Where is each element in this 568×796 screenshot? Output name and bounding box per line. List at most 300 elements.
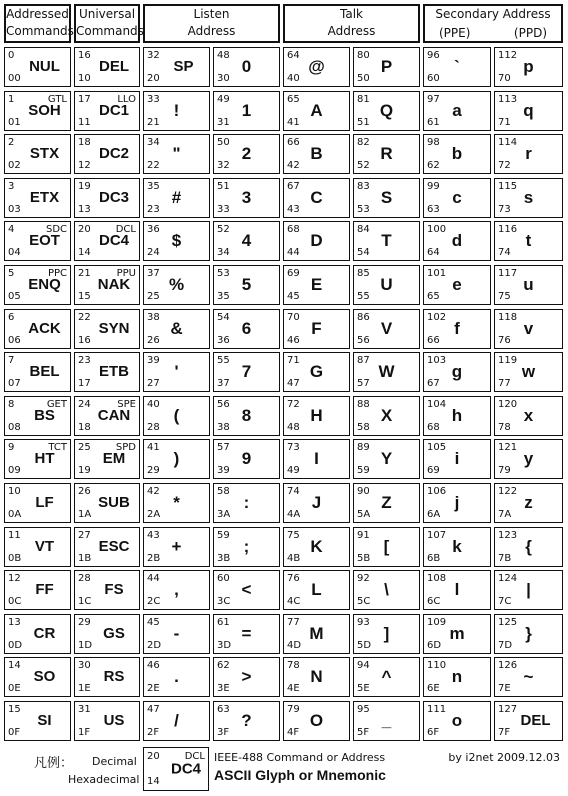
ascii-glyph: A xyxy=(310,100,323,120)
hex-code: 18 xyxy=(78,421,91,433)
ieee488-command: SPE xyxy=(117,398,136,410)
decimal-code: 103 xyxy=(427,355,447,367)
hex-code: 34 xyxy=(217,247,230,259)
decimal-code: 36 xyxy=(147,224,160,236)
header-line-1: Universal xyxy=(78,7,136,21)
decimal-code: 88 xyxy=(357,398,370,410)
code-cell xyxy=(4,614,71,654)
decimal-code: 66 xyxy=(287,137,300,149)
decimal-code: 76 xyxy=(287,573,300,585)
legend-sample-decimal: 20 xyxy=(147,751,160,762)
hex-code: 6C xyxy=(427,596,441,608)
ascii-glyph: H xyxy=(310,405,323,425)
decimal-code: 0 xyxy=(8,50,15,61)
code-cell xyxy=(4,91,71,131)
legend-sample-hex: 14 xyxy=(147,776,160,787)
code-cell xyxy=(494,657,563,697)
decimal-code: 41 xyxy=(147,442,160,454)
hex-code: 60 xyxy=(427,73,440,84)
code-cell xyxy=(213,701,280,741)
header-line-1: Talk xyxy=(340,7,363,21)
ascii-glyph: SO xyxy=(33,668,56,686)
hex-code: 5B xyxy=(357,552,371,564)
ascii-glyph: N xyxy=(310,667,323,687)
ascii-glyph: ] xyxy=(383,623,390,643)
code-cell xyxy=(213,352,280,392)
ascii-glyph: P xyxy=(380,57,393,76)
hex-code: 5C xyxy=(357,596,371,608)
ieee488-command: PPC xyxy=(47,268,67,279)
hex-code: 54 xyxy=(357,247,370,259)
code-cell xyxy=(494,91,563,131)
decimal-code: 31 xyxy=(78,704,91,715)
ascii-glyph: & xyxy=(170,318,183,338)
decimal-code: 73 xyxy=(287,442,300,454)
decimal-code: 75 xyxy=(287,529,300,541)
legend-sample-ieee: DCL xyxy=(184,751,205,762)
code-cell xyxy=(423,134,491,174)
code-cell xyxy=(4,483,71,523)
hex-code: 3E xyxy=(217,683,230,695)
code-cell xyxy=(74,91,140,131)
code-cell xyxy=(494,221,563,261)
header-line-1: Listen xyxy=(193,7,230,21)
ascii-glyph: NAK xyxy=(97,276,131,293)
legend-sample-glyph: DC4 xyxy=(170,760,201,778)
code-cell xyxy=(143,91,210,131)
hex-code: 69 xyxy=(427,465,440,477)
hex-code: 5E xyxy=(357,683,370,695)
ascii-glyph: O xyxy=(309,711,324,730)
ascii-glyph: | xyxy=(526,580,531,600)
decimal-code: 94 xyxy=(357,660,370,672)
decimal-code: 96 xyxy=(427,50,440,61)
hex-code: 45 xyxy=(287,291,300,302)
legend-title: 凡例： xyxy=(34,756,74,771)
hex-code: 3D xyxy=(217,639,232,651)
code-cell xyxy=(353,439,420,479)
code-cell xyxy=(74,527,140,567)
code-cell xyxy=(143,178,210,218)
hex-code: 68 xyxy=(427,421,440,433)
ascii-glyph: V xyxy=(380,318,393,338)
code-cell xyxy=(423,614,491,654)
code-cell xyxy=(283,352,350,392)
code-cell xyxy=(283,527,350,567)
header-line-2: Commands xyxy=(6,24,74,38)
hex-code: 7C xyxy=(498,596,512,608)
ascii-glyph: DC1 xyxy=(98,101,129,119)
ascii-glyph: CAN xyxy=(97,406,131,424)
code-cell xyxy=(353,614,420,654)
hex-code: 37 xyxy=(217,378,230,390)
ascii-glyph: x xyxy=(523,405,534,425)
ascii-glyph: EOT xyxy=(29,232,60,250)
legend-ascii-desc: ASCII Glyph or Mnemonic xyxy=(214,767,386,783)
decimal-code: 61 xyxy=(217,616,230,628)
code-cell xyxy=(143,570,210,610)
decimal-code: 45 xyxy=(147,616,160,628)
decimal-code: 89 xyxy=(357,442,370,454)
decimal-code: 107 xyxy=(427,529,447,541)
ascii-glyph: S xyxy=(380,187,393,207)
ascii-glyph: ? xyxy=(241,711,252,730)
decimal-code: 90 xyxy=(357,486,370,497)
ascii-glyph: < xyxy=(241,580,252,600)
code-cell xyxy=(213,527,280,567)
decimal-code: 52 xyxy=(217,224,230,236)
hex-code: 16 xyxy=(78,334,91,346)
decimal-code: 10 xyxy=(8,486,21,497)
decimal-code: 127 xyxy=(498,704,518,715)
hex-code: 3F xyxy=(217,727,230,738)
decimal-code: 97 xyxy=(427,93,440,105)
decimal-code: 72 xyxy=(287,398,300,410)
code-cell xyxy=(353,265,420,305)
ascii-glyph: j xyxy=(454,493,460,512)
decimal-code: 42 xyxy=(147,486,160,497)
code-cell xyxy=(494,309,563,349)
code-cell xyxy=(74,309,140,349)
ascii-glyph: * xyxy=(173,493,180,512)
hex-code: 7E xyxy=(498,683,511,695)
code-cell xyxy=(143,396,210,436)
decimal-code: 50 xyxy=(217,137,230,149)
code-cell xyxy=(74,178,140,218)
code-cell xyxy=(283,134,350,174)
ascii-glyph: q xyxy=(523,100,534,120)
ascii-glyph: STX xyxy=(29,145,60,163)
code-cell xyxy=(283,178,350,218)
ascii-glyph: NUL xyxy=(29,58,60,75)
decimal-code: 2 xyxy=(8,137,15,149)
code-cell xyxy=(353,570,420,610)
hex-code: 26 xyxy=(147,334,160,346)
decimal-code: 47 xyxy=(147,704,160,715)
decimal-code: 77 xyxy=(287,616,300,628)
hex-code: 2F xyxy=(147,727,160,738)
hex-code: 64 xyxy=(427,247,440,259)
ascii-glyph: K xyxy=(310,536,323,556)
code-cell xyxy=(143,265,210,305)
decimal-code: 18 xyxy=(78,137,91,149)
code-cell xyxy=(353,91,420,131)
hex-code: 20 xyxy=(147,73,160,84)
ascii-glyph: T xyxy=(381,231,392,251)
code-cell xyxy=(74,439,140,479)
decimal-code: 83 xyxy=(357,180,370,192)
decimal-code: 21 xyxy=(78,268,91,279)
ascii-glyph: DC3 xyxy=(98,188,129,206)
decimal-code: 70 xyxy=(287,311,300,323)
code-cell xyxy=(494,134,563,174)
ascii-glyph: 4 xyxy=(241,231,252,251)
hex-code: 35 xyxy=(217,291,230,302)
ascii-glyph: > xyxy=(241,667,252,687)
decimal-code: 29 xyxy=(78,616,91,628)
hex-code: 6D xyxy=(427,639,442,651)
hex-code: 0D xyxy=(8,639,23,651)
decimal-code: 26 xyxy=(78,486,91,497)
hex-code: 0A xyxy=(8,509,22,520)
hex-code: 08 xyxy=(8,421,21,433)
code-cell xyxy=(213,396,280,436)
hex-code: 62 xyxy=(427,160,440,172)
code-cell xyxy=(494,527,563,567)
decimal-code: 82 xyxy=(357,137,370,149)
code-cell xyxy=(494,47,563,87)
code-cell xyxy=(283,439,350,479)
ascii-glyph: t xyxy=(525,231,532,251)
code-cell xyxy=(494,439,563,479)
decimal-code: 65 xyxy=(287,93,300,105)
code-cell xyxy=(283,614,350,654)
hex-code: 39 xyxy=(217,465,230,477)
code-cell xyxy=(4,265,71,305)
code-cell xyxy=(4,309,71,349)
ascii-glyph: # xyxy=(171,187,182,207)
decimal-code: 91 xyxy=(357,529,370,541)
code-cell xyxy=(494,701,563,741)
code-cell xyxy=(213,570,280,610)
ascii-glyph: % xyxy=(168,275,185,294)
ascii-glyph: B xyxy=(310,144,323,164)
code-cell xyxy=(423,265,491,305)
hex-code: 13 xyxy=(78,203,91,215)
code-cell xyxy=(143,221,210,261)
code-cell xyxy=(74,701,140,741)
hex-code: 50 xyxy=(357,73,370,84)
ascii-glyph: SYN xyxy=(98,319,130,337)
decimal-code: 53 xyxy=(217,268,230,279)
ieee488-command: PPU xyxy=(116,268,136,279)
hex-code: 78 xyxy=(498,421,511,433)
decimal-code: 122 xyxy=(498,486,518,497)
ascii-glyph: M xyxy=(309,623,324,643)
ascii-glyph: U xyxy=(380,275,393,294)
code-cell xyxy=(4,178,71,218)
ascii-glyph: ( xyxy=(173,405,180,425)
hex-code: 2B xyxy=(147,552,161,564)
decimal-code: 68 xyxy=(287,224,300,236)
ascii-glyph: SP xyxy=(173,58,194,75)
decimal-code: 9 xyxy=(8,442,15,454)
ascii-glyph: FF xyxy=(35,581,54,599)
code-cell xyxy=(143,134,210,174)
code-cell xyxy=(74,396,140,436)
code-cell xyxy=(4,527,71,567)
ascii-glyph: l xyxy=(454,580,460,600)
ascii-glyph: ESC xyxy=(98,537,130,555)
code-cell xyxy=(423,483,491,523)
decimal-code: 87 xyxy=(357,355,370,367)
header-line-1: Secondary Address xyxy=(435,7,551,21)
hex-code: 32 xyxy=(217,160,230,172)
decimal-code: 20 xyxy=(78,224,91,236)
code-cell xyxy=(74,570,140,610)
hex-code: 19 xyxy=(78,465,91,477)
code-cell xyxy=(4,352,71,392)
hex-code: 4E xyxy=(287,683,300,695)
hex-code: 42 xyxy=(287,160,300,172)
decimal-code: 71 xyxy=(287,355,300,367)
ascii-glyph: o xyxy=(451,711,463,730)
decimal-code: 123 xyxy=(498,529,518,541)
code-cell xyxy=(353,527,420,567)
ascii-glyph: 8 xyxy=(241,405,252,425)
hex-code: 24 xyxy=(147,247,160,259)
header-ppd: (PPD) xyxy=(513,26,547,40)
ascii-glyph: E xyxy=(310,275,323,294)
decimal-code: 58 xyxy=(217,486,230,497)
hex-code: 07 xyxy=(8,378,21,390)
ascii-glyph: X xyxy=(380,405,393,425)
decimal-code: 93 xyxy=(357,616,370,628)
hex-code: 57 xyxy=(357,378,370,390)
ascii-glyph: r xyxy=(525,144,532,164)
code-cell xyxy=(353,396,420,436)
ascii-glyph: @ xyxy=(308,57,325,76)
ascii-glyph: Z xyxy=(381,493,392,512)
hex-code: 41 xyxy=(287,116,300,128)
code-cell xyxy=(213,483,280,523)
ascii-glyph: ~ xyxy=(523,667,534,687)
decimal-code: 25 xyxy=(78,442,91,454)
code-cell xyxy=(213,134,280,174)
code-cell xyxy=(213,91,280,131)
decimal-code: 19 xyxy=(78,180,91,192)
hex-code: 55 xyxy=(357,291,370,302)
ascii-glyph: DEL xyxy=(99,58,129,75)
header-line-2: Commands xyxy=(76,24,144,38)
hex-code: 22 xyxy=(147,160,160,172)
hex-code: 0F xyxy=(8,727,21,738)
hex-code: 79 xyxy=(498,465,511,477)
decimal-code: 109 xyxy=(427,616,447,628)
ascii-glyph: u xyxy=(523,275,534,294)
ascii-glyph: $ xyxy=(171,231,182,251)
code-cell xyxy=(143,701,210,741)
decimal-code: 57 xyxy=(217,442,230,454)
hex-code: 38 xyxy=(217,421,230,433)
ascii-glyph: = xyxy=(241,623,252,643)
hex-code: 76 xyxy=(498,334,511,346)
hex-code: 75 xyxy=(498,291,511,302)
decimal-code: 67 xyxy=(287,180,300,192)
decimal-code: 16 xyxy=(78,50,91,61)
hex-code: 3B xyxy=(217,552,231,564)
decimal-code: 62 xyxy=(217,660,230,672)
decimal-code: 64 xyxy=(287,50,300,61)
hex-code: 4F xyxy=(287,727,300,738)
ascii-glyph: ; xyxy=(243,536,250,556)
hex-code: 4A xyxy=(287,509,301,520)
code-cell xyxy=(213,657,280,697)
legend-ieee-desc: IEEE-488 Command or Address xyxy=(214,751,386,764)
ascii-glyph: ` xyxy=(454,57,460,76)
hex-code: 29 xyxy=(147,465,160,477)
ascii-glyph: C xyxy=(310,187,323,207)
hex-code: 66 xyxy=(427,334,440,346)
hex-code: 67 xyxy=(427,378,440,390)
ascii-glyph: D xyxy=(310,231,323,251)
decimal-code: 104 xyxy=(427,398,447,410)
code-cell xyxy=(353,483,420,523)
code-cell xyxy=(74,614,140,654)
hex-code: 27 xyxy=(147,378,160,390)
decimal-code: 74 xyxy=(287,486,300,497)
ascii-glyph: Y xyxy=(380,449,393,469)
hex-code: 73 xyxy=(498,203,511,215)
hex-code: 33 xyxy=(217,203,230,215)
decimal-code: 3 xyxy=(8,180,15,192)
decimal-code: 112 xyxy=(498,50,518,61)
ascii-glyph: RS xyxy=(103,668,125,686)
ascii-glyph: + xyxy=(171,536,182,556)
code-cell xyxy=(74,47,140,87)
decimal-code: 119 xyxy=(498,355,518,367)
decimal-code: 27 xyxy=(78,529,91,541)
hex-code: 6F xyxy=(427,727,440,738)
hex-code: 0E xyxy=(8,683,21,695)
code-cell xyxy=(494,352,563,392)
hex-code: 5F xyxy=(357,727,370,738)
ascii-glyph: ^ xyxy=(381,667,392,687)
ascii-glyph: DC2 xyxy=(98,145,129,163)
code-cell xyxy=(423,657,491,697)
hex-code: 7B xyxy=(498,552,512,564)
decimal-code: 40 xyxy=(147,398,160,410)
ascii-glyph: n xyxy=(451,667,463,687)
hex-code: 05 xyxy=(8,291,21,302)
decimal-code: 38 xyxy=(147,311,160,323)
decimal-code: 108 xyxy=(427,573,447,585)
ascii-glyph: LF xyxy=(35,494,54,511)
hex-code: 49 xyxy=(287,465,300,477)
header-line-1: Addressed xyxy=(6,7,69,21)
ascii-glyph: " xyxy=(172,144,181,164)
code-cell xyxy=(423,221,491,261)
decimal-code: 95 xyxy=(357,704,370,715)
ascii-glyph: L xyxy=(311,580,322,600)
ascii-glyph: 0 xyxy=(241,57,252,76)
decimal-code: 125 xyxy=(498,616,518,628)
ieee488-command: DCL xyxy=(115,224,136,236)
code-cell xyxy=(283,47,350,87)
code-cell xyxy=(74,134,140,174)
ascii-glyph: I xyxy=(314,449,319,469)
ascii-glyph: w xyxy=(521,362,536,382)
legend-hex-label: Hexadecimal xyxy=(68,773,140,786)
decimal-code: 114 xyxy=(498,137,518,149)
code-cell xyxy=(494,265,563,305)
decimal-code: 30 xyxy=(78,660,91,672)
hex-code: 06 xyxy=(8,334,21,346)
ascii-glyph: m xyxy=(449,623,465,643)
hex-code: 6E xyxy=(427,683,440,695)
decimal-code: 106 xyxy=(427,486,447,497)
code-cell xyxy=(213,265,280,305)
code-cell xyxy=(213,614,280,654)
ascii-glyph: 7 xyxy=(241,362,252,382)
header-talk-address xyxy=(283,4,420,43)
code-cell xyxy=(283,396,350,436)
code-cell xyxy=(423,352,491,392)
decimal-code: 34 xyxy=(147,137,160,149)
code-cell xyxy=(353,47,420,87)
code-cell xyxy=(143,483,210,523)
decimal-code: 101 xyxy=(427,268,447,279)
